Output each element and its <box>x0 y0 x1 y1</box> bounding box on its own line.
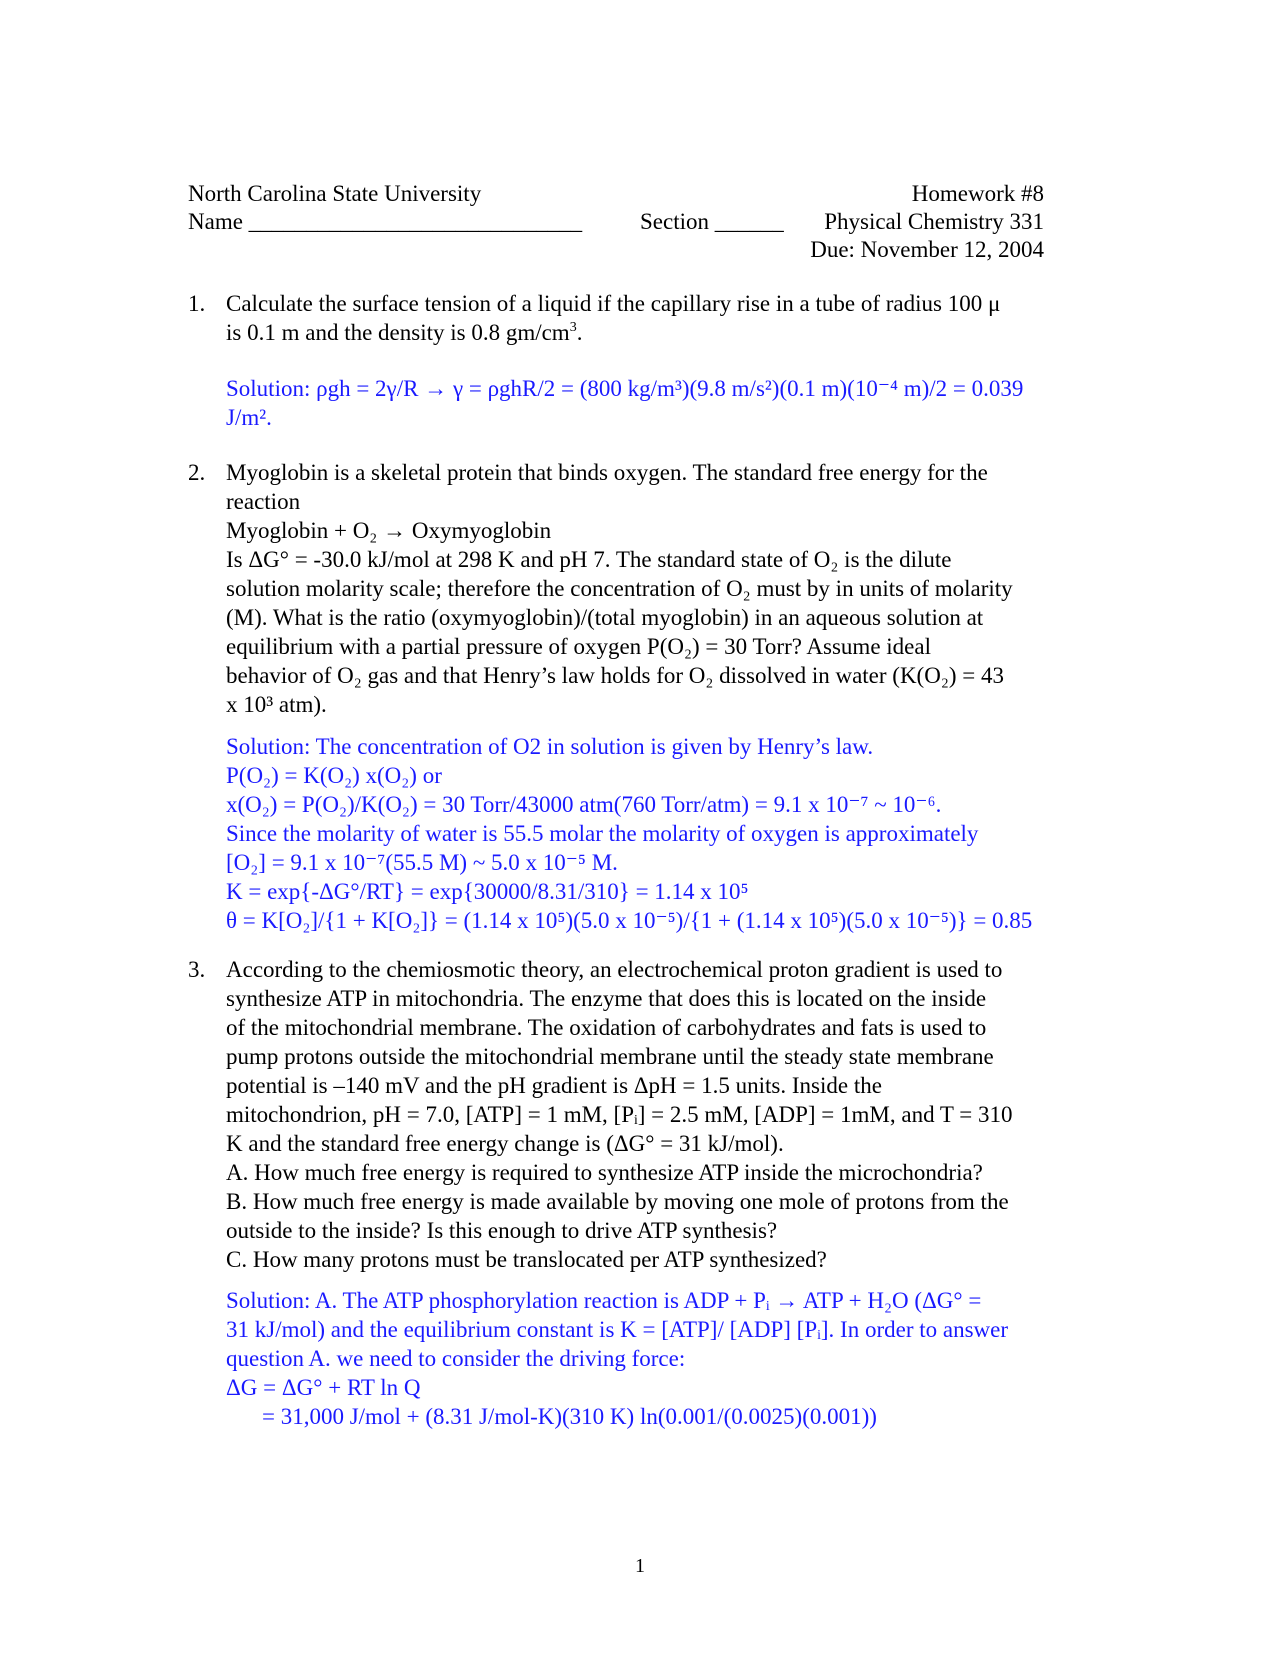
solution-line: Since the molarity of water is 55.5 molar the molarity of oxygen is approximately <box>226 821 979 846</box>
solution-line: P(O₂) = K(O₂) x(O₂) or <box>226 763 442 788</box>
question-2-number: 2. <box>188 460 206 485</box>
question-3-line: of the mitochondrial membrane. The oxidation of carbohydrates and fats is used to <box>226 1015 987 1040</box>
question-2-solution <box>226 732 1096 935</box>
question-3-text <box>226 955 1096 1274</box>
question-2-line: Myoglobin is a skeletal protein that binds oxygen. The standard free energy for the <box>226 460 988 485</box>
question-2-line: behavior of O₂ gas and that Henry’s law holds for O₂ dissolved in water (K(O₂) = 43 <box>226 663 1004 688</box>
question-2-line: Is ΔG° = -30.0 kJ/mol at 298 K and pH 7. The standard state of O₂ is the dilute <box>226 547 952 572</box>
question-3-part-c: C. How many protons must be translocated per ATP synthesized? <box>226 1247 827 1272</box>
solution-line: [O₂] = 9.1 x 10⁻⁷(55.5 M) ~ 5.0 x 10⁻⁵ M. <box>226 850 618 875</box>
question-3-number: 3. <box>188 957 206 982</box>
question-1-line: is 0.1 m and the density is 0.8 $gm/cm^3$. <box>226 320 583 345</box>
solution-line: question A. we need to consider the driving force: <box>226 1346 686 1371</box>
question-3-line: mitochondrion, pH = 7.0, [ATP] = 1 mM, [Pᵢ] = 2.5 mM, [ADP] = 1mM, and T = 310 <box>226 1102 1013 1127</box>
question-2-text <box>226 458 1096 719</box>
page-number: 1 <box>635 1555 645 1577</box>
question-2-line: Myoglobin + O₂ → Oxymyoglobin <box>226 518 552 543</box>
question-3-part-b: B. How much free energy is made available by moving one mole of protons from the <box>226 1189 1009 1214</box>
question-1-solution <box>226 374 1096 432</box>
solution-line: ΔG = ΔG° + RT ln Q <box>226 1375 421 1400</box>
question-1-line: Calculate the surface tension of a liquid if the capillary rise in a tube of radius 100 μ <box>226 291 1001 316</box>
question-3-line: According to the chemiosmotic theory, an electrochemical proton gradient is used to <box>226 957 1003 982</box>
solution-line: θ = K[O₂]/{1 + K[O₂]} = (1.14 x 10⁵)(5.0 x 10⁻⁵)/{1 + (1.14 x 10⁵)(5.0 x 10⁻⁵)} = 0.85 <box>226 908 1033 933</box>
section-field-line: Section ______ <box>640 209 784 234</box>
question-3-line: synthesize ATP in mitochondria. The enzyme that does this is located on the inside <box>226 986 987 1011</box>
solution-line: J/m². <box>226 405 272 430</box>
question-3-part-a: A. How much free energy is required to synthesize ATP inside the microchondria? <box>226 1160 983 1185</box>
header-right <box>810 180 1044 264</box>
question-2-line: solution molarity scale; therefore the concentration of O₂ must by in units of molarity <box>226 576 1013 601</box>
solution-line: K = exp{-ΔG°/RT} = exp{30000/8.31/310} = 1.14 x 10⁵ <box>226 879 749 904</box>
solution-line: = 31,000 J/mol + (8.31 J/mol-K)(310 K) ln(0.001/(0.0025)(0.001)) <box>262 1404 877 1429</box>
solution-line: Solution: A. The ATP phosphorylation reaction is ADP + Pᵢ → ATP + H₂O (ΔG° = <box>226 1288 982 1313</box>
university-name: North Carolina State University <box>188 181 482 206</box>
course-name: Physical Chemistry 331 <box>824 209 1044 234</box>
question-3-part-b-cont: outside to the inside? Is this enough to drive ATP synthesis? <box>226 1218 778 1243</box>
question-2-line: (M). What is the ratio (oxymyoglobin)/(total myoglobin) in an aqueous solution at <box>226 605 984 630</box>
solution-line: 31 kJ/mol) and the equilibrium constant is K = [ATP]/ [ADP] [Pᵢ]. In order to answer <box>226 1317 1008 1342</box>
solution-line: x(O₂) = P(O₂)/K(O₂) = 30 Torr/43000 atm(760 Torr/atm) = 9.1 x 10⁻⁷ ~ 10⁻⁶. <box>226 792 942 817</box>
question-3-solution <box>226 1286 1096 1431</box>
due-date: Due: November 12, 2004 <box>810 237 1044 262</box>
homework-number: Homework #8 <box>911 181 1044 206</box>
question-2-line: reaction <box>226 489 301 514</box>
question-1-text <box>226 289 1096 347</box>
header-left <box>188 180 582 236</box>
name-field-line: Name _____________________________ <box>188 209 583 234</box>
question-3-line: pump protons outside the mitochondrial membrane until the steady state membrane <box>226 1044 994 1069</box>
solution-line: Solution: The concentration of O2 in solution is given by Henry’s law. <box>226 734 874 759</box>
solution-line: Solution: ρgh = 2γ/R → γ = ρghR/2 = (800 kg/m³)(9.8 m/s²)(0.1 m)(10⁻⁴ m)/2 = 0.039 <box>226 376 1024 401</box>
question-3-line: potential is –140 mV and the pH gradient is ΔpH = 1.5 units. Inside the <box>226 1073 882 1098</box>
question-2-line: equilibrium with a partial pressure of oxygen P(O₂) = 30 Torr? Assume ideal <box>226 634 931 659</box>
question-3-line: K and the standard free energy change is (ΔG° = 31 kJ/mol). <box>226 1131 784 1156</box>
question-1-number: 1. <box>188 291 206 316</box>
question-2-line: x 10³ atm). <box>226 692 327 717</box>
